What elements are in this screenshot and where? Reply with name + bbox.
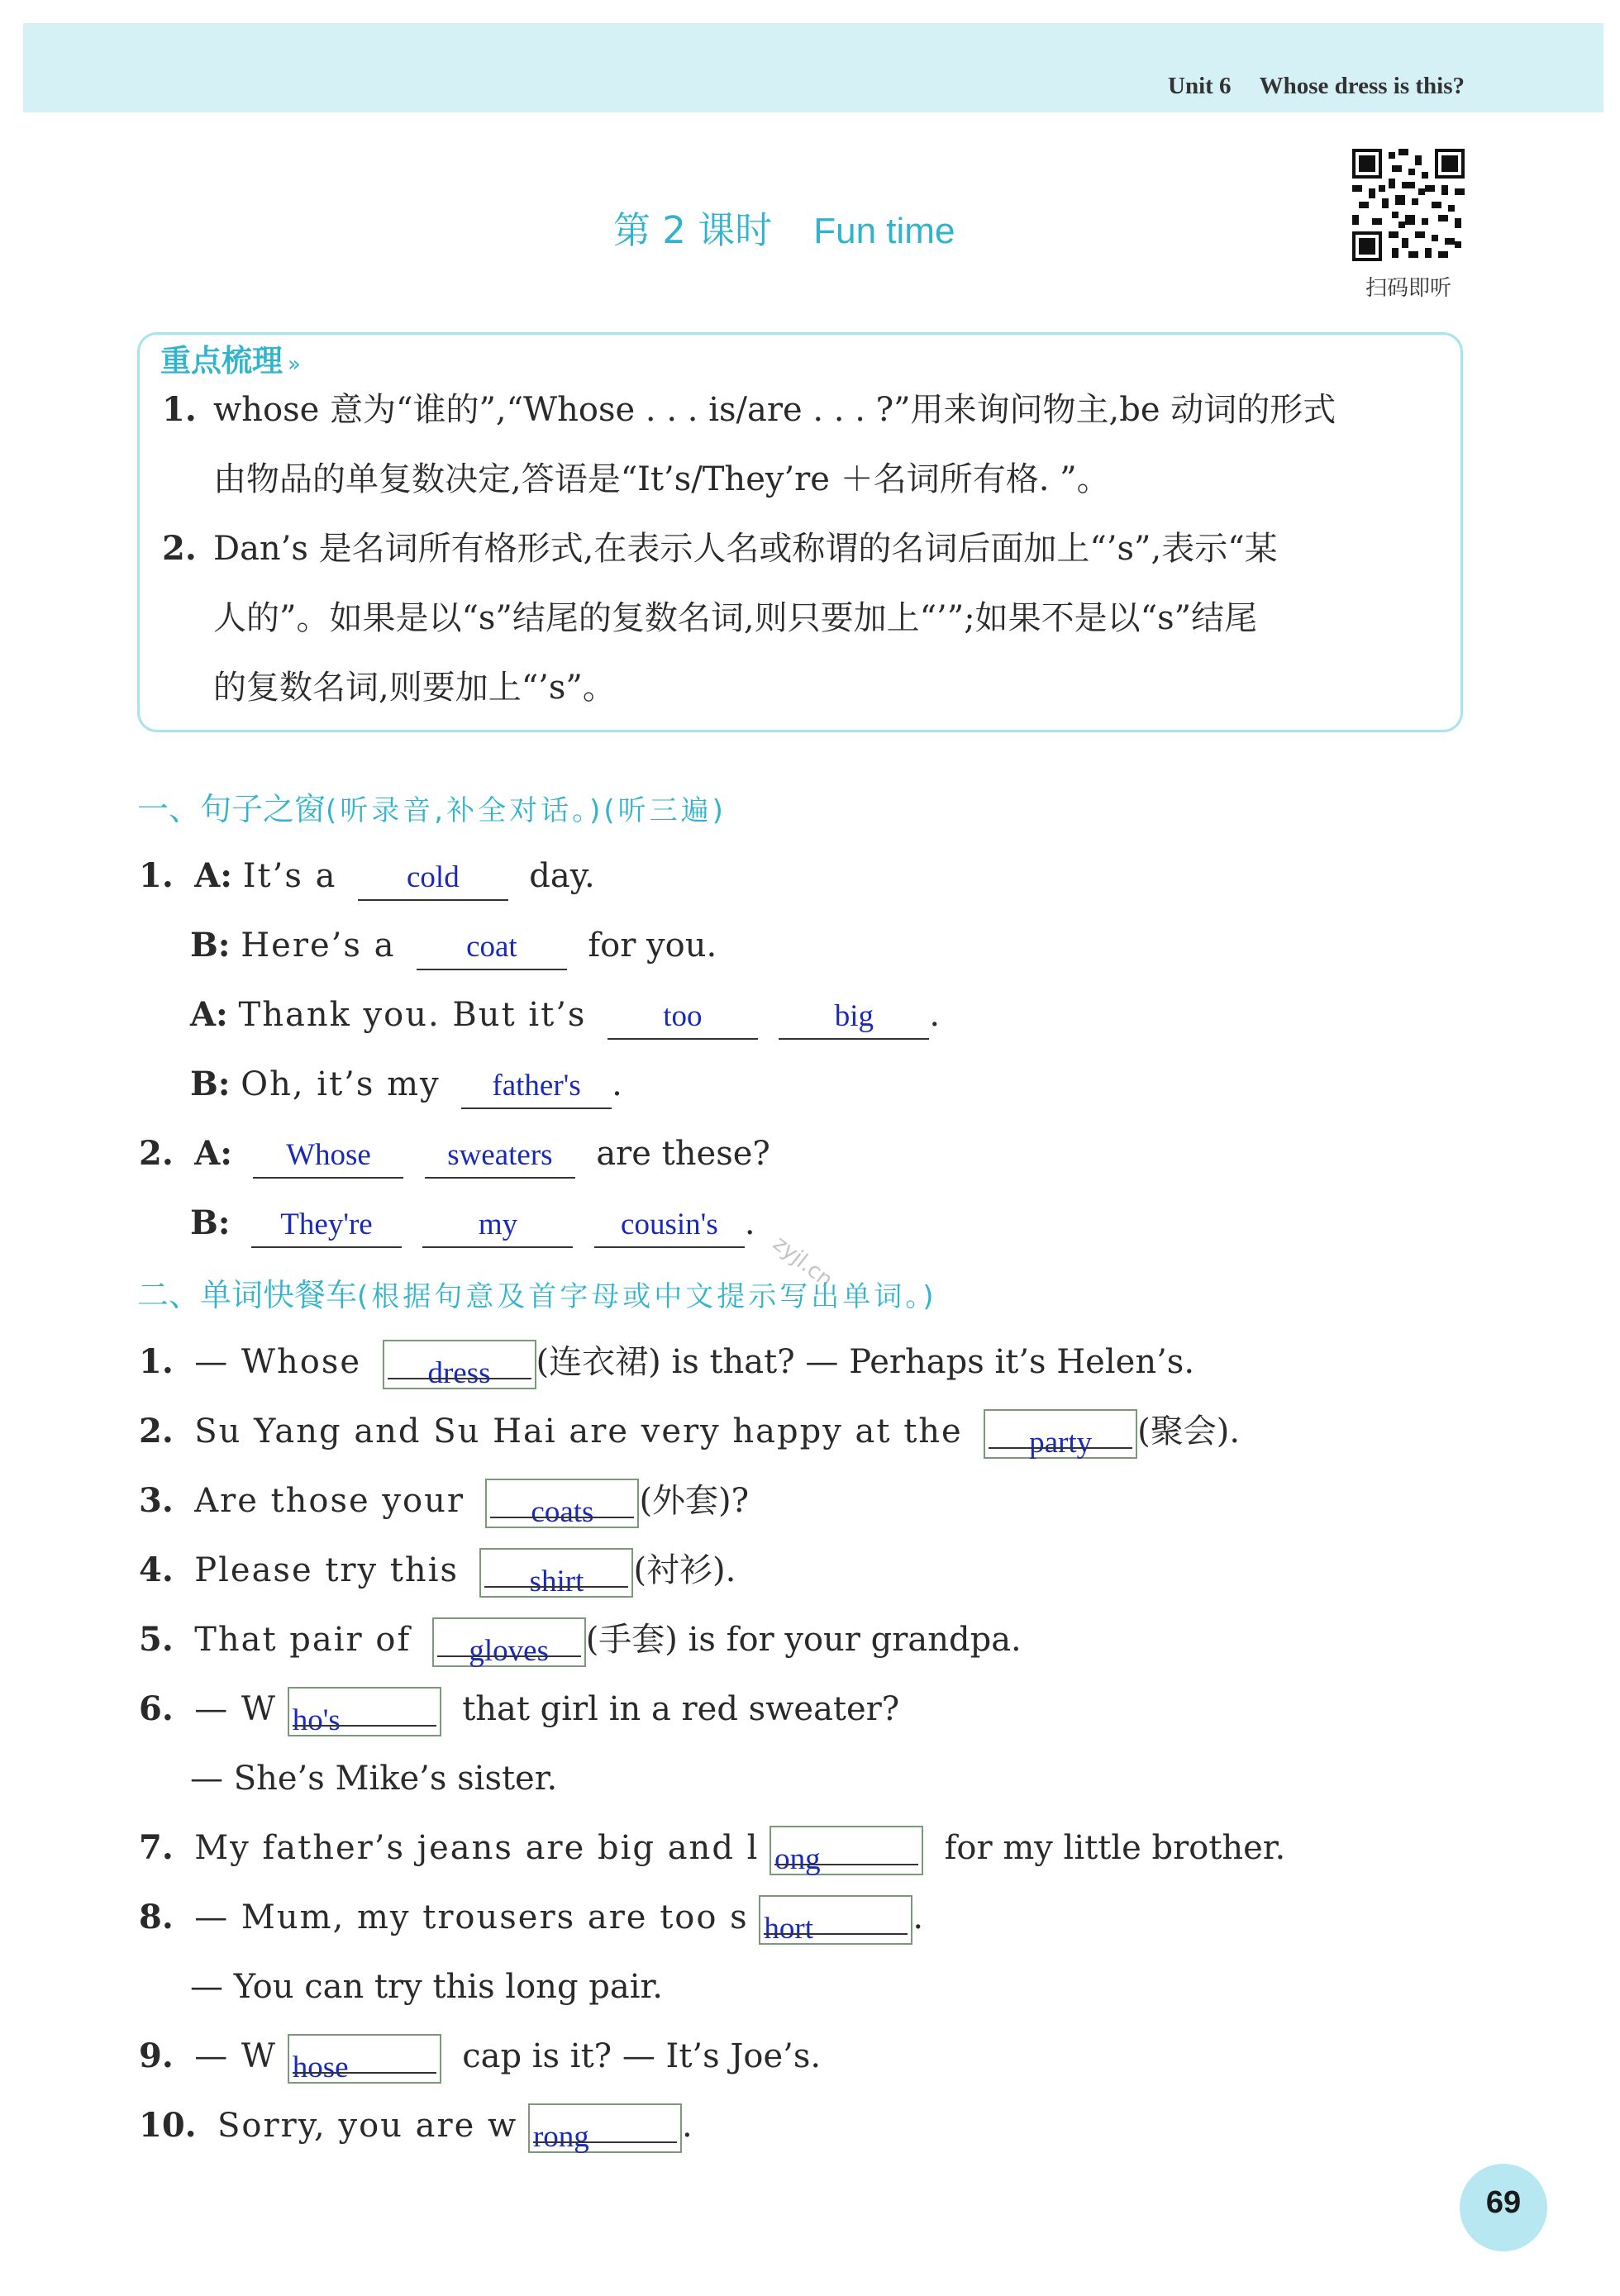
answer-text: coat	[466, 930, 517, 964]
sentence-text: Su Yang and Su Hai are very happy at the	[194, 1412, 963, 1450]
keypoints-title	[160, 336, 301, 380]
word-item-9	[139, 2023, 821, 2089]
sentence-text: .	[929, 996, 941, 1034]
answer-text: ong	[774, 1842, 821, 1876]
sentence-text: are these?	[596, 1135, 770, 1173]
keypoint-text: whose 意为“谁的”,“Whose . . . is/are . . . ?”用来询问物主,be 动词的形式	[213, 391, 1336, 429]
answer-box[interactable]	[288, 1687, 441, 1736]
question-number: 1.	[139, 856, 174, 895]
question-number: 1.	[139, 1342, 174, 1381]
sentence-text: Thank you. But it’s	[238, 996, 587, 1034]
word-item-10	[139, 2093, 693, 2159]
qr-code-icon[interactable]	[1352, 149, 1465, 261]
watermark: zyjl.cn	[768, 1231, 838, 1293]
section-2-heading: 二、单词快餐车	[137, 1277, 358, 1313]
sentence-text: — W	[194, 2037, 278, 2075]
word-item-8-reply: — You can try this long pair.	[190, 1968, 663, 2006]
answer-text: sweaters	[447, 1138, 553, 1172]
section-2-title	[137, 1269, 937, 1315]
lesson-title	[613, 200, 955, 254]
answer-text: ho's	[292, 1703, 341, 1737]
sentence-text: (连衣裙) is that? — Perhaps it’s Helen’s.	[536, 1343, 1195, 1381]
answer-box[interactable]	[432, 1617, 586, 1667]
answer-text: party	[1029, 1426, 1093, 1460]
word-item-1	[139, 1329, 1194, 1395]
sentence-text: My father’s jeans are big and l	[194, 1829, 760, 1867]
sentence-text: Are those your	[194, 1482, 465, 1520]
sentence-text: Please try this	[194, 1551, 460, 1589]
answer-text: rong	[532, 2120, 589, 2154]
question-number: 7.	[139, 1828, 174, 1867]
section-2-instructions: (根据句意及首字母或中文提示写出单词。)	[357, 1280, 937, 1313]
answer-blank[interactable]	[358, 853, 508, 901]
sentence-text: (外套)?	[639, 1482, 750, 1520]
sentence-text: .	[744, 1204, 755, 1242]
sentence-text: .	[612, 1065, 622, 1103]
keypoint-2-line1	[162, 522, 1451, 569]
sentence-text: day.	[529, 857, 595, 895]
answer-blank[interactable]	[461, 1061, 612, 1109]
dialog-1-line-b2	[190, 1051, 622, 1117]
sentence-text: (手套) is for your grandpa.	[585, 1621, 1022, 1659]
answer-text: too	[663, 999, 703, 1033]
sentence-text: Oh, it’s my	[241, 1065, 441, 1103]
answer-text: Whose	[286, 1138, 371, 1172]
sentence-text: cap is it? — It’s Joe’s.	[462, 2037, 822, 2075]
page-number: 69	[1485, 2185, 1522, 2220]
answer-box[interactable]	[759, 1895, 912, 1945]
dialog-1-line-b1	[190, 912, 717, 979]
question-number: 2.	[139, 1134, 174, 1173]
answer-box[interactable]	[984, 1409, 1137, 1459]
sentence-text: It’s a	[242, 857, 337, 895]
speaker-label: A:	[194, 856, 233, 895]
section-1-heading: 一、句子之窗	[137, 791, 326, 827]
question-number: 10.	[139, 2106, 197, 2145]
question-number: 9.	[139, 2036, 174, 2075]
word-item-7	[139, 1815, 1285, 1881]
answer-text: hort	[764, 1912, 814, 1946]
sentence-text: Sorry, you are w	[217, 2107, 518, 2145]
keypoint-1-line2: 由物品的单复数决定,答语是“It’s/They’re ＋名词所有格. ”。	[213, 460, 1110, 498]
answer-box[interactable]	[485, 1479, 639, 1528]
answer-text: dress	[427, 1356, 491, 1390]
speaker-label: B:	[190, 1065, 231, 1103]
speaker-label: A:	[190, 995, 228, 1034]
sentence-text: for you.	[588, 926, 717, 965]
answer-text: father's	[492, 1069, 581, 1103]
answer-blank[interactable]	[251, 1200, 402, 1248]
qr-caption: 扫码即听	[1365, 276, 1451, 301]
keypoint-number: 2.	[162, 529, 197, 568]
speaker-label: A:	[194, 1134, 233, 1173]
word-item-2	[139, 1398, 1240, 1465]
answer-box[interactable]	[288, 2034, 441, 2084]
answer-blank[interactable]	[608, 992, 758, 1040]
section-1-title	[137, 784, 727, 829]
dialog-1-line-a2	[190, 982, 940, 1048]
sentence-text: (衬衫).	[633, 1551, 736, 1589]
section-1-instructions: (听录音,补全对话。)(听三遍)	[326, 794, 727, 827]
word-item-3	[139, 1468, 749, 1534]
sentence-text: .	[681, 2107, 693, 2145]
question-number: 3.	[139, 1481, 174, 1520]
word-item-6	[139, 1676, 899, 1742]
answer-box[interactable]	[770, 1826, 923, 1875]
question-number: 6.	[139, 1689, 174, 1728]
keypoint-2-line3: 的复数名词,则要加上“’s”。	[213, 669, 616, 707]
word-item-6-reply: — She’s Mike’s sister.	[190, 1760, 558, 1798]
answer-box[interactable]	[479, 1548, 633, 1598]
dialog-1-line-a1	[139, 843, 595, 909]
answer-blank[interactable]	[417, 922, 567, 970]
answer-text: cold	[407, 860, 460, 894]
sentence-text: (聚会).	[1137, 1412, 1241, 1450]
question-number: 5.	[139, 1620, 174, 1659]
answer-blank[interactable]	[425, 1131, 575, 1179]
keypoint-2-line2: 人的”。如果是以“s”结尾的复数名词,则只要加上“’”;如果不是以“s”结尾	[213, 599, 1258, 637]
sentence-text: that girl in a red sweater?	[462, 1690, 900, 1728]
sentence-text: — Whose	[194, 1343, 362, 1381]
sentence-text: Here’s a	[241, 926, 396, 965]
keypoint-text: Dan’s 是名词所有格形式,在表示人名或称谓的名词后面加上“’s”,表示“某	[213, 530, 1278, 568]
sentence-text: for my little brother.	[944, 1829, 1286, 1867]
answer-box[interactable]	[383, 1340, 536, 1389]
sentence-text: .	[912, 1898, 924, 1936]
answer-text: hose	[292, 2051, 349, 2084]
answer-blank[interactable]	[422, 1200, 573, 1248]
question-number: 4.	[139, 1551, 174, 1589]
dialog-2-line-a	[139, 1121, 770, 1187]
answer-blank[interactable]	[779, 992, 929, 1040]
answer-text: big	[834, 999, 874, 1033]
answer-box[interactable]	[528, 2103, 682, 2153]
word-item-8	[139, 1884, 923, 1951]
answer-text: my	[478, 1208, 518, 1241]
answer-text: They're	[280, 1208, 373, 1241]
word-item-5	[139, 1607, 1022, 1673]
lesson-name: Fun time	[813, 211, 955, 251]
question-number: 2.	[139, 1412, 174, 1450]
answer-text: coats	[531, 1495, 594, 1529]
answer-text: gloves	[469, 1634, 549, 1668]
keypoint-1-line1	[162, 383, 1451, 431]
lesson-number: 第 2 课时	[613, 208, 773, 252]
sentence-text: That pair of	[194, 1621, 412, 1659]
keypoints-title-text: 重点梳理	[160, 343, 283, 379]
question-number: 8.	[139, 1898, 174, 1936]
unit-label: Unit 6	[1168, 73, 1232, 99]
speaker-label: B:	[190, 1203, 231, 1242]
sentence-text: — W	[194, 1690, 278, 1728]
answer-text: shirt	[529, 1565, 584, 1598]
dialog-2-line-b	[190, 1190, 755, 1256]
unit-title: Whose dress is this?	[1259, 73, 1465, 99]
keypoint-number: 1.	[162, 390, 197, 429]
answer-text: cousin's	[621, 1208, 718, 1241]
sentence-text: — Mum, my trousers are too s	[194, 1898, 749, 1936]
word-item-4	[139, 1537, 736, 1603]
speaker-label: B:	[190, 926, 231, 965]
answer-blank[interactable]	[253, 1131, 403, 1179]
double-arrow-icon: »	[288, 352, 301, 377]
running-header	[1168, 73, 1465, 100]
answer-blank[interactable]	[594, 1200, 745, 1248]
